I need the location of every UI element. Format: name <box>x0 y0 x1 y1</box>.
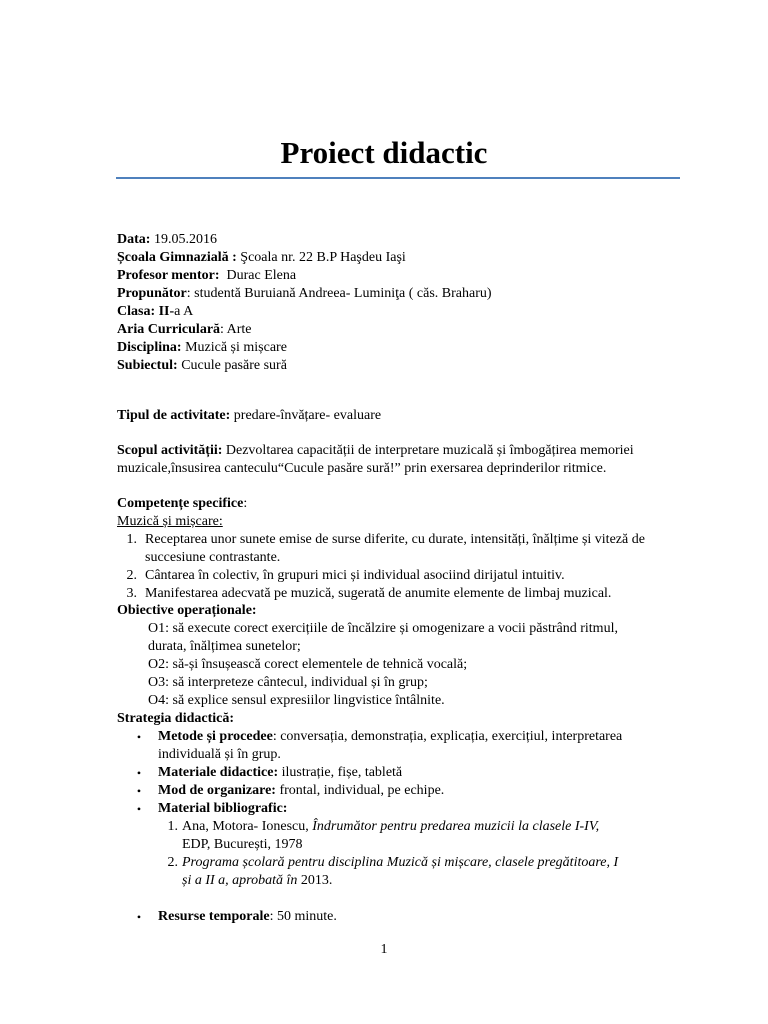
bibliography-author: Ana, Motora- Ionescu, <box>182 819 313 834</box>
bullet-icon: • <box>136 766 142 780</box>
discipline-label: Disciplina: <box>117 340 182 355</box>
list-text: Cântarea în colectiv, în grupuri mici și individual asociind dirijatul intuitiv. <box>145 568 565 583</box>
proposer-label: Propunător <box>117 286 187 301</box>
activity-purpose <box>117 442 682 478</box>
discipline-line <box>117 339 682 357</box>
objective-item: O1: să execute corect exercițiile de încălzire și omogenizare a vocii păstrând ritmul, <box>148 621 618 636</box>
bibliography-item <box>158 818 682 854</box>
competences-subheading: Muzică și mișcare: <box>117 514 223 529</box>
bullet-item <box>133 728 682 764</box>
school-label: Școala Gimnazială : <box>117 250 237 265</box>
mentor-value: Durac Elena <box>219 268 297 283</box>
bullet-icon: • <box>136 910 142 924</box>
bullet-item <box>133 800 682 818</box>
discipline-value: Muzică și mișcare <box>181 340 287 355</box>
bibliography-year: 2013. <box>300 873 333 888</box>
bullet-icon: • <box>136 802 142 816</box>
page-number: 1 <box>380 942 388 957</box>
bibliography-publisher: EDP, București, 1978 <box>182 837 303 852</box>
activity-type-label: Tipul de activitate: <box>117 408 231 423</box>
bullet-item <box>133 782 682 800</box>
bibliography-item <box>158 854 682 890</box>
school-line <box>117 249 682 267</box>
class-value: a A <box>174 304 194 319</box>
bibliography-label: Material bibliografic: <box>158 801 288 816</box>
bullet-icon: • <box>136 730 142 744</box>
proposer-value: : studentă Buruiană Andreea- Luminiţa ( căs. Braharu) <box>186 286 492 301</box>
objective-item: O4: să explice sensul expresiilor lingvistice întâlnite. <box>148 693 445 708</box>
list-number: 2. <box>167 855 178 870</box>
bullet-item <box>133 908 682 926</box>
time-resources-label: Resurse temporale <box>158 909 270 924</box>
date-line <box>117 231 682 249</box>
activity-type <box>117 407 682 425</box>
list-number: 1. <box>126 532 137 547</box>
methods-value: individuală și în grup. <box>158 747 281 762</box>
list-text: Manifestarea adecvată pe muzică, sugerată de anumite elemente de limbaj muzical. <box>145 586 612 601</box>
organization-label: Mod de organizare: <box>158 783 276 798</box>
mentor-label: Profesor mentor: <box>117 268 220 283</box>
purpose-text-line2: muzicale,însusirea canteculu“Cucule pasăre sură!” prin exersarea deprinderilor ritmice. <box>117 461 607 476</box>
purpose-label: Scopul activității: <box>117 443 223 458</box>
subject-line <box>117 357 682 375</box>
strategy-label: Strategia didactică: <box>117 711 235 726</box>
objective-item: O2: să-și însușească corect elementele de tehnică vocală; <box>148 657 468 672</box>
school-value: Şcoala nr. 22 B.P Haşdeu Iaşi <box>236 250 406 265</box>
purpose-text-line1: Dezvoltarea capacității de interpretare muzicală și îmbogățirea memoriei <box>222 443 634 458</box>
list-item <box>117 531 682 567</box>
time-resources-value: : 50 minute. <box>269 909 337 924</box>
materials-label: Materiale didactice: <box>158 765 279 780</box>
title-divider <box>116 177 680 179</box>
materials-value: ilustrație, fișe, tabletă <box>278 765 403 780</box>
list-number: 3. <box>126 586 137 601</box>
curriculum-label: Aria Curriculară <box>117 322 221 337</box>
date-label: Data: <box>117 232 151 247</box>
curriculum-line <box>117 321 682 339</box>
objective-item: durata, înălțimea sunetelor; <box>148 639 301 654</box>
subject-label: Subiectul: <box>117 358 178 373</box>
methods-value: : conversația, demonstrația, explicația, exercițiul, interpretarea <box>272 729 623 744</box>
operational-objectives <box>117 602 682 710</box>
activity-type-value: predare-învățare- evaluare <box>230 408 382 423</box>
proposer-line <box>117 285 682 303</box>
competences-colon: : <box>243 496 248 511</box>
class-label: Clasa: II- <box>117 304 175 319</box>
bibliography-title: Programa școlară pentru disciplina Muzică și mișcare, clasele pregătitoare, I <box>182 855 619 870</box>
class-line <box>117 303 682 321</box>
header-info <box>117 231 682 375</box>
bibliography-title: și a II a, aprobată în <box>182 873 301 888</box>
list-item <box>117 567 682 585</box>
methods-label: Metode și procedee <box>158 729 273 744</box>
objective-item: O3: să interpreteze cântecul, individual și în grup; <box>148 675 428 690</box>
didactic-strategy <box>117 710 682 926</box>
curriculum-value: : Arte <box>220 322 252 337</box>
subject-value: Cucule pasăre sură <box>177 358 287 373</box>
date-value: 19.05.2016 <box>150 232 217 247</box>
list-number: 2. <box>126 568 137 583</box>
document-title: Proiect didactic <box>280 135 488 170</box>
mentor-line <box>117 267 682 285</box>
specific-competences <box>117 495 682 603</box>
list-text: succesiune contrastante. <box>145 550 281 565</box>
bibliography-title: Îndrumător pentru predarea muzicii la clasele I-IV, <box>312 819 600 834</box>
objectives-label: Obiective operaționale: <box>117 603 257 618</box>
list-number: 1. <box>167 819 178 834</box>
organization-value: frontal, individual, pe echipe. <box>275 783 445 798</box>
competences-label: Competențe specifice <box>117 496 244 511</box>
bullet-icon: • <box>136 784 142 798</box>
list-item <box>117 585 682 603</box>
list-text: Receptarea unor sunete emise de surse diferite, cu durate, intensități, înălțime și viteză de <box>145 532 645 547</box>
bullet-item <box>133 764 682 782</box>
